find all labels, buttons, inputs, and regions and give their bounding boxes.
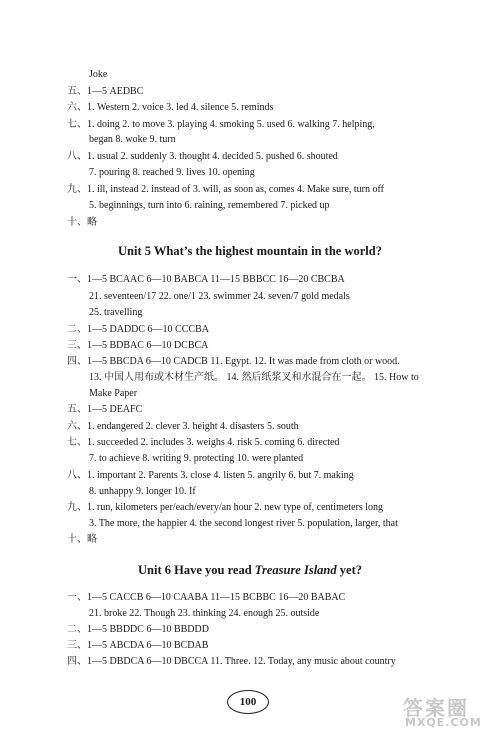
answer-line: 五、1—5 DEAFC [67, 404, 143, 415]
answer-line: Make Paper [89, 388, 138, 399]
unit-5-title: Unit 5 What’s the highest mountain in the world? [118, 244, 382, 258]
answer-line: 三、1—5 BDBAC 6—10 DCBCA [67, 340, 209, 351]
answer-line: 二、1—5 DADDC 6—10 CCCBA [67, 324, 209, 335]
answer-line: 13. 中国人用布或木材生产纸。 14. 然后纸浆叉和水混合在一起。 15. How to [89, 372, 419, 383]
answer-line: 四、1—5 DBDCA 6—10 DBCCA 11. Three. 12. Today, any music about country [67, 656, 396, 667]
watermark-url: MXQE.COM [405, 716, 482, 729]
answer-line: 5. beginnings, turn into 6. raining, remembered 7. picked up [89, 200, 330, 211]
answer-line: 七、1. succeeded 2. includes 3. weighs 4. risk 5. coming 6. directed [67, 437, 340, 448]
answer-line: 21. seventeen/17 22. one/1 23. swimmer 24. seven/7 gold medals [89, 291, 350, 302]
answer-line: 7. to achieve 8. writing 9. protecting 10. were planted [89, 453, 304, 464]
answer-line: Joke [89, 69, 108, 80]
answer-line: 25. travelling [89, 307, 143, 318]
answer-line: 三、1—5 ABCDA 6—10 BCDAB [67, 640, 209, 651]
answer-line: 二、1—5 BBDDC 6—10 BBDDD [67, 624, 209, 635]
answer-line: began 8. woke 9. turn [89, 134, 176, 145]
answer-line: 五、1—5 AEDBC [67, 86, 144, 97]
answer-line: 九、1. run, kilometers per/each/every/an hour 2. new type of, centimeters long [67, 502, 384, 513]
watermark-logo [395, 692, 497, 730]
answer-line: 八、1. usual 2. suddenly 3. thought 4. decided 5. pushed 6. shouted [67, 151, 338, 162]
answer-line: 8. unhappy 9. longer 10. If [89, 486, 196, 497]
page-number: 100 [227, 690, 269, 714]
answer-line: 十、略 [67, 217, 97, 228]
answer-line: 九、1. ill, instead 2. instead of 3. will, as soon as, comes 4. Make sure, turn off [67, 184, 384, 195]
answer-line: 十、略 [67, 534, 97, 545]
unit-6-title: Unit 6 Have you read Treasure Island yet? [138, 563, 362, 577]
answer-line: 四、1—5 BBCDA 6—10 CADCB 11. Egypt. 12. It was made from cloth or wood. [67, 356, 400, 367]
answer-line: 一、1—5 BCAAC 6—10 BABCA 11—15 BBBCC 16—20 CBCBA [67, 274, 345, 285]
answer-line: 六、1. endangered 2. clever 3. height 4. disasters 5. south [67, 421, 299, 432]
answer-line: 7. pouring 8. reached 9. lives 10. opening [89, 167, 255, 178]
answer-line: 3. The more, the happier 4. the second longest river 5. population, larger, that [89, 518, 398, 529]
answer-line: 一、1—5 CACCB 6—10 CAABA 11—15 BCBBC 16—20 BABAC [67, 592, 346, 603]
watermark-text: 答案圈 [403, 696, 469, 720]
answer-line: 21. broke 22. Though 23. thinking 24. enough 25. outside [89, 608, 320, 619]
answer-line: 七、1. doing 2. to move 3. playing 4. smoking 5. used 6. walking 7. helping, [67, 119, 375, 130]
answer-line: 八、1. important 2. Parents 3. close 4. listen 5. angrily 6. but 7. making [67, 470, 354, 481]
answer-line: 六、1. Western 2. voice 3. led 4. silence 5. reminds [67, 102, 274, 113]
